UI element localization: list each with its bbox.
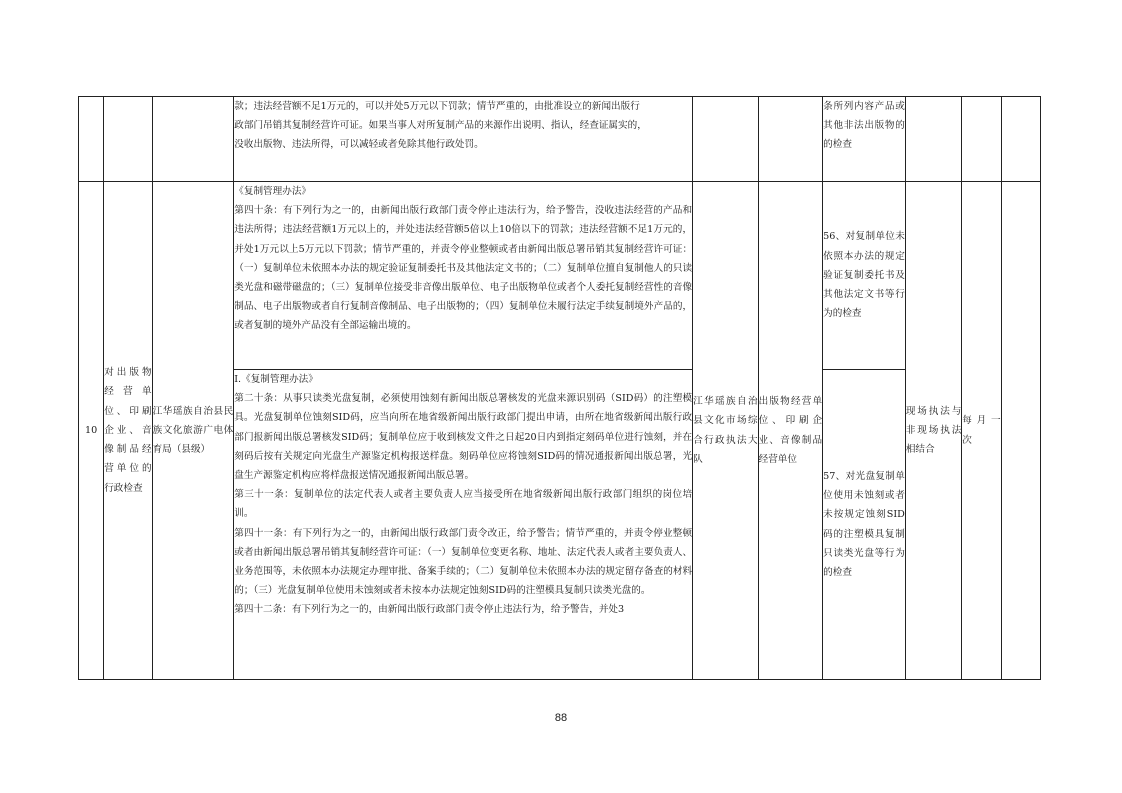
law-article-42: 第四十二条：有下列行为之一的，由新闻出版行政部门责令停止违法行为，给予警告，并处3 xyxy=(234,604,625,616)
cell-law-a xyxy=(234,182,693,370)
cell-item-prev xyxy=(104,97,152,182)
cell-item: 对出版物经营单位、印刷企业、音像制品经营单位的行政检查 xyxy=(104,182,152,680)
law-title: I.《复制管理办法》 xyxy=(234,374,318,385)
cell-mode-prev xyxy=(905,97,961,182)
table-row-continued xyxy=(79,97,1041,182)
page-number: 88 xyxy=(554,712,568,724)
law-line: 政部门吊销其复制经营许可证。如果当事人对所复制产品的来源作出说明、指认，经查证属实的， xyxy=(234,120,647,132)
cell-last xyxy=(1001,182,1040,680)
cell-content-prev: 条所列内容产品或其他非法出版物的的检查 xyxy=(823,97,906,182)
cell-mode: 现场执法与非现场执法相结合 xyxy=(905,182,961,680)
law-article-40: 第四十条：有下列行为之一的，由新闻出版行政部门责令停止违法行为，给予警告，没收违法经营的产品和违法所得；违法经营额1万元以上的，并处违法经营额5倍以上10倍以下的罚款；违法经营额不足1万元的，并处1万元以上5万元以下罚款；情节严重的，并责令停业整顿或者由新闻出版总署吊销其复制经营许可证：（一）复制单位未依照本办法的规定验证复制委托书及其他法定文书的；（二）复制单位擅自复制他人的只读类光盘和磁带磁盘的；（三）复制单位接受非音像出版单位、电子出版物单位或者个人委托复制经营性的音像制品、电子出版物或者自行复制音像制品、电子出版物的；（四）复制单位未履行法定手续复制境外产品的，或者复制的境外产品没有全部运输出境的。 xyxy=(234,205,693,332)
cell-object: 出版物经营单位、印刷企业、音像制品经营单位 xyxy=(758,182,823,680)
cell-content-b: 57、对光盘复制单位使用未蚀刻或者未按规定蚀刻SID码的注塑模具复制只读类光盘等行为的检查 xyxy=(823,370,906,680)
law-line: 没收出版物、违法所得，可以减轻或者免除其他行政处罚。 xyxy=(234,139,484,151)
cell-freq: 每月一次 xyxy=(962,182,1001,680)
cell-subject-prev xyxy=(152,97,234,182)
cell-law-prev xyxy=(234,97,693,182)
cell-no: 10 xyxy=(79,182,104,680)
law-article-20: 第二十条：从事只读类光盘复制，必须使用蚀刻有新闻出版总署核发的光盘来源识别码（SID码）的注塑模具。光盘复制单位蚀刻SID码，应当向所在地省级新闻出版行政部门提出申请，由所在地省级新闻出版行政部门报新闻出版总署核发SID码；复制单位应于收到核发文件之日起20日内到指定刻码单位进行蚀刻，并在刻码后按有关规定向光盘生产源鉴定机构报送样盘。刻码单位应将蚀刻SID码的情况通报新闻出版总署，光盘生产源鉴定机构应将样盘报送情况通报新闻出版总署。 xyxy=(234,393,693,482)
enforcement-table xyxy=(78,96,1041,680)
cell-content-a: 56、对复制单位未依照本办法的规定验证复制委托书及其他法定文书等行为的检查 xyxy=(823,182,906,370)
cell-freq-prev xyxy=(962,97,1001,182)
cell-dept: 江华瑶族自治县文化市场综合行政执法大队 xyxy=(693,182,759,680)
cell-last-prev xyxy=(1001,97,1040,182)
cell-subject: 江华瑶族自治县民族文化旅游广电体育局（县级） xyxy=(152,182,234,680)
cell-no-prev xyxy=(79,97,104,182)
law-title: 《复制管理办法》 xyxy=(234,186,312,197)
law-article-41: 第四十一条：有下列行为之一的，由新闻出版行政部门责令改正，给予警告；情节严重的，并责令停业整顿或者由新闻出版总署吊销其复制经营许可证：（一）复制单位变更名称、地址、法定代表人或者主要负责人、业务范围等，未依照本办法规定办理审批、备案手续的；（二）复制单位未依照本办法的规定留存备查的材料的；（三）光盘复制单位使用未蚀刻或者未按本办法规定蚀刻SID码的注塑模具复制只读类光盘的。 xyxy=(234,527,693,597)
table-row-10a xyxy=(79,182,1041,370)
cell-dept-prev xyxy=(693,97,759,182)
law-line: 款；违法经营额不足1万元的，可以并处5万元以下罚款；情节严重的，由批准设立的新闻出版行 xyxy=(234,101,640,112)
cell-law-b xyxy=(234,370,693,680)
law-article-31: 第三十一条：复制单位的法定代表人或者主要负责人应当接受所在地省级新闻出版行政部门组织的岗位培训。 xyxy=(234,489,693,520)
cell-object-prev xyxy=(758,97,823,182)
